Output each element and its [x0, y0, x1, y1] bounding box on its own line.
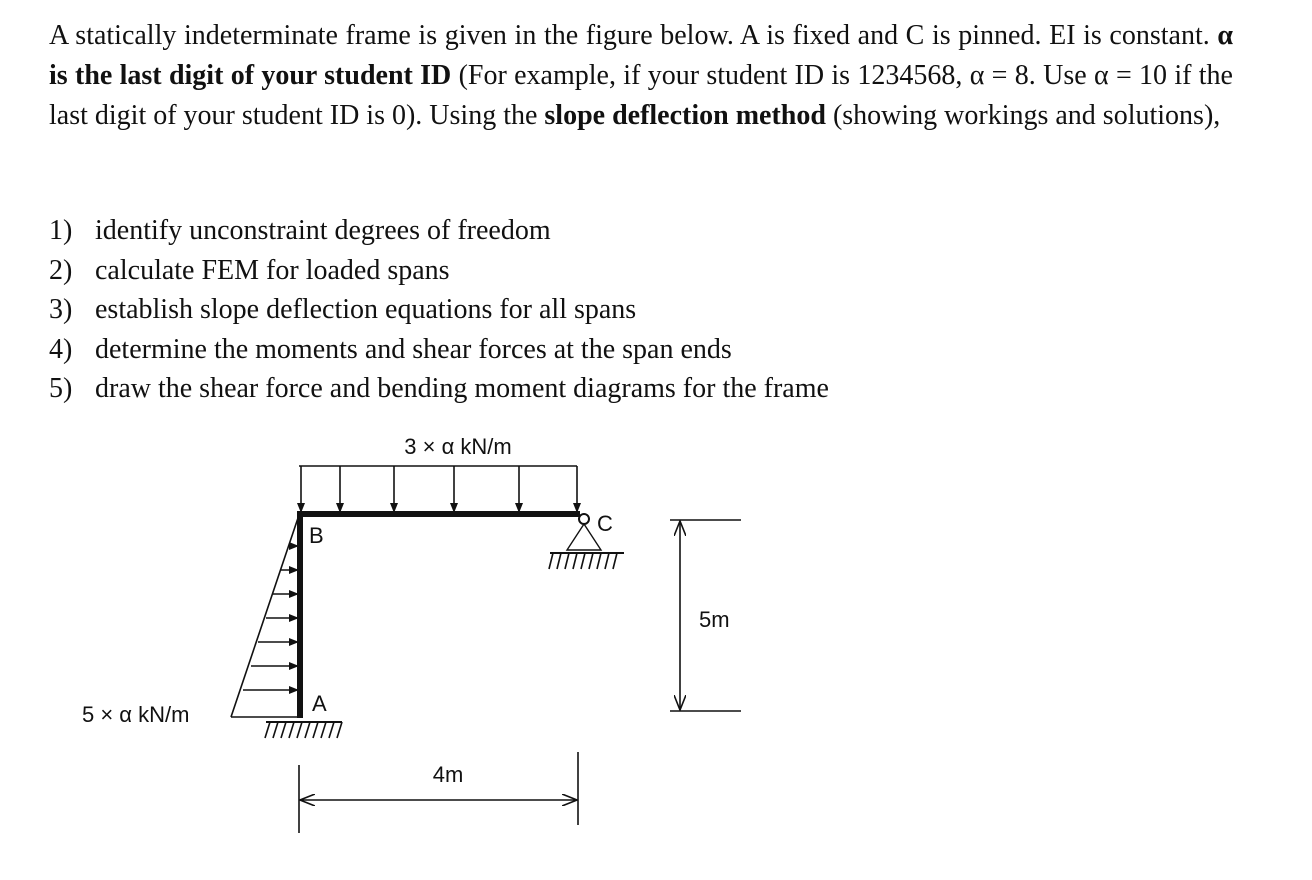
task-text: draw the shear force and bending moment diagrams for the frame — [95, 373, 829, 404]
task-number: 3) — [49, 294, 73, 325]
intro-text-3: (showing workings and solutions), — [825, 100, 1221, 131]
pin-triangle — [567, 524, 601, 550]
node-a-label: A — [312, 691, 327, 716]
task-text: calculate FEM for loaded spans — [95, 254, 450, 286]
triangular-load — [82, 515, 299, 727]
fixed-support-hatch — [265, 722, 342, 738]
task-number: 2) — [49, 254, 73, 286]
triangular-load-label: 5 × α kN/m — [82, 702, 190, 727]
alpha-definition: α is the last digit of your student ID — [49, 20, 1233, 91]
intro-text-1: A statically indeterminate frame is given in the figure below. A is fixed and C is pinned. EI is constant. — [49, 20, 1218, 51]
height-dimension — [670, 520, 741, 711]
pin-circle — [579, 514, 589, 524]
span-label: 4m — [432, 762, 464, 787]
node-c-label: C — [597, 511, 613, 536]
task-number: 5) — [49, 373, 73, 404]
span-dimension — [299, 752, 578, 833]
task-text: determine the moments and shear forces at the span ends — [95, 333, 732, 365]
method-name: slope deflection method — [544, 100, 826, 131]
frame-members — [297, 514, 580, 718]
task-text: identify unconstraint degrees of freedom — [95, 215, 551, 246]
pin-support-hatch — [549, 553, 617, 569]
node-b-label: B — [309, 523, 324, 548]
task-text: establish slope deflection equations for all spans — [95, 294, 637, 325]
udl-label: 3 × α kN/m — [404, 434, 512, 459]
task-number: 1) — [49, 215, 73, 246]
height-label: 5m — [699, 607, 730, 632]
task-number: 4) — [49, 333, 73, 365]
fixed-support-a — [265, 722, 342, 738]
uniform-load — [299, 434, 577, 512]
intro-text-2: (For example, if your student ID is 1234568, α = 8. Use α = 10 if the last digit of your student ID is 0). Using the — [49, 60, 1233, 131]
